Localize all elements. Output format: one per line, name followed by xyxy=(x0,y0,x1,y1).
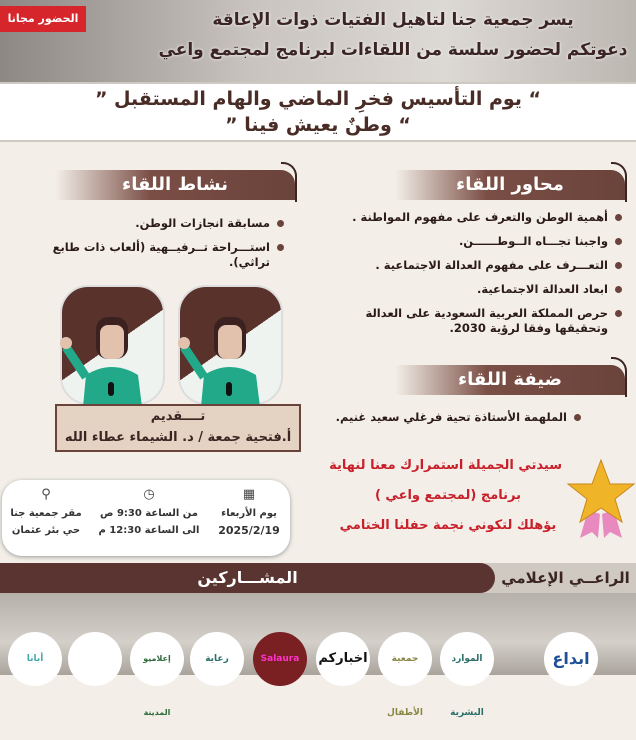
event-info-card xyxy=(2,480,290,556)
presenter-avatar xyxy=(60,285,165,405)
time-to: الى الساعة 12:30 م xyxy=(98,525,200,536)
list-item: مسابقة انجازات الوطن. xyxy=(9,216,284,231)
presenters-box xyxy=(55,404,301,452)
partner-logo: اخباركم xyxy=(316,632,370,686)
partner-logo xyxy=(68,632,122,686)
partner-logo: أبانا xyxy=(8,632,62,686)
partner-logo: Salaura xyxy=(253,632,307,686)
partner-logo: جمعية الأطفال xyxy=(378,632,432,686)
motivation-line-3: يؤهلك لتكوني نجمة حفلنا الختامي xyxy=(339,518,557,533)
presenters-label: تــــقديم xyxy=(150,409,206,424)
list-item: ابعاد العدالة الاجتماعية. xyxy=(337,282,622,297)
axes-list xyxy=(337,210,622,345)
list-item: حرص المملكة العربية السعودية على العدالة وتحقيقها وفقا لرؤية 2030. xyxy=(337,306,622,336)
date-cell xyxy=(208,480,290,556)
place-2: حي بئر عثمان xyxy=(11,525,81,536)
clock-icon: ◷ xyxy=(143,487,155,502)
time-cell xyxy=(90,480,208,556)
header-line-1: يسر جمعية جنا لتاهيل الفتيات ذوات الإعاقة xyxy=(212,10,574,30)
list-item: استـــراحة تــرفيــهية (ألعاب ذات طابع تراثي). xyxy=(9,240,284,270)
list-item: واجبنا تجـــاه الــوطــــــن. xyxy=(337,234,622,249)
participants-label: المشـــاركين xyxy=(0,563,495,593)
partner-logo: رعاية xyxy=(190,632,244,686)
location-cell xyxy=(2,480,90,556)
list-item: التعـــرف على مفهوم العدالة الاجتماعية . xyxy=(337,258,622,273)
activity-list xyxy=(9,216,284,279)
header-line-2: دعوتكم لحضور سلسة من اللقاءات لبرنامج لمجتمع واعي xyxy=(158,40,628,60)
activity-header: نشاط اللقاء xyxy=(55,170,295,200)
calendar-icon: ▦ xyxy=(242,487,256,502)
day: يوم الأربعاء xyxy=(221,508,277,519)
date: 2025/2/19 xyxy=(218,524,280,537)
place-1: مقر جمعية جنا xyxy=(10,508,82,519)
list-item: أهمية الوطن والتعرف على مفهوم المواطنة . xyxy=(337,210,622,225)
motivation-line-1: سيدتي الجميلة استمرارك معنا لنهاية xyxy=(329,458,562,473)
axes-header: محاور اللقاء xyxy=(395,170,625,200)
motivation-line-2: برنامج (لمجتمع واعي ) xyxy=(374,488,522,503)
sponsor-logo: ابداع xyxy=(544,632,598,686)
free-attendance-badge: الحضور مجانا xyxy=(0,6,86,32)
headline-line-1: “ يوم التأسيس فخرِ الماضي والهام المستقبل ” xyxy=(94,88,542,110)
partner-logo: إعلاميو المدينة xyxy=(130,632,184,686)
time-from: من الساعة 9:30 ص xyxy=(100,508,198,519)
guest-list xyxy=(336,410,581,434)
star-icon xyxy=(566,458,636,544)
partner-logo: الموارد البشرية xyxy=(440,632,494,686)
presenters-names: أ.فتحية جمعة / د. الشيماء عطاء الله xyxy=(64,430,292,445)
guest-header: ضيفة اللقاء xyxy=(395,365,625,395)
list-item: الملهمة الأستاذة تحية فرغلي سعيد غنيم. xyxy=(336,410,581,425)
media-sponsor-label: الراعــي الإعلامي xyxy=(501,569,630,587)
location-pin-icon: ⚲ xyxy=(41,487,51,502)
headline-line-2: “ وطنٌ يعيش فينا ” xyxy=(225,114,411,136)
presenter-avatar xyxy=(178,285,283,405)
